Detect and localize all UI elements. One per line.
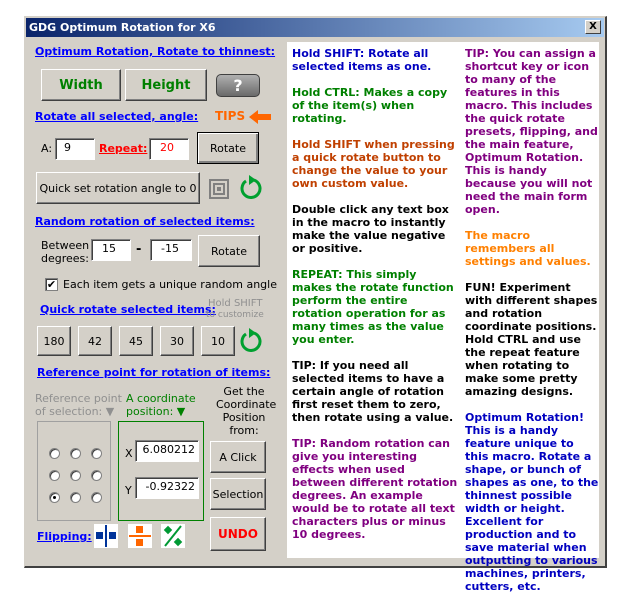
tip-optimum: Optimum Rotation! This is a handy feature unique to this macro. Rotate a shape, or bunch of shapes as one, to the thinnest possible width or height. Excellent for production and to save material when outputting to various machines, printers, cutters, etc.: [465, 411, 599, 593]
quick-rotate-180-button[interactable]: 180: [37, 326, 71, 356]
quick-reset-icon[interactable]: [239, 328, 263, 354]
rotate-all-link[interactable]: Rotate all selected, angle:: [35, 110, 199, 123]
tip-shift-rotate: Hold SHIFT: Rotate all selected items as one.: [292, 47, 432, 73]
get-coordinate-label: Get the Coordinate Position from:: [216, 385, 277, 437]
tip-fun: FUN! Experiment with different shapes and rotation coordinate positions. Hold CTRL and use the repeat feature when rotating to make some pretty amazing designs.: [465, 281, 598, 398]
range-dash: -: [136, 242, 142, 257]
quick-rotate-hint-1: Hold SHIFT: [208, 298, 263, 309]
window-title: GDG Optimum Rotation for X6: [29, 21, 216, 34]
coordinate-box: [118, 421, 204, 521]
reference-frame-icon[interactable]: [209, 179, 229, 199]
quick-rotate-link[interactable]: Quick rotate selected items:: [40, 303, 216, 316]
quick-set-zero-button[interactable]: Quick set rotation angle to 0: [36, 172, 200, 204]
flipping-link[interactable]: Flipping:: [37, 530, 92, 543]
repeat-input[interactable]: 20: [149, 138, 189, 160]
optimum-rotation-link[interactable]: Optimum Rotation, Rotate to thinnest:: [35, 45, 276, 58]
reference-point-grid: [37, 421, 111, 521]
tip-reset-zero: TIP: If you need all selected items to have a certain angle of rotation first reset them to zero, then rotate using a value.: [292, 359, 454, 424]
flip-diagonal-icon[interactable]: [161, 524, 185, 548]
flip-horizontal-icon[interactable]: [94, 524, 118, 548]
ref-bottom-left-radio[interactable]: [49, 492, 60, 503]
rotate-button[interactable]: Rotate: [197, 132, 259, 164]
height-button[interactable]: Height: [125, 69, 207, 101]
random-rotation-link[interactable]: Random rotation of selected items:: [35, 215, 255, 228]
ref-middle-center-radio[interactable]: [70, 470, 81, 481]
ref-middle-left-radio[interactable]: [49, 470, 60, 481]
tips-panel: [287, 42, 599, 593]
tip-random: TIP: Random rotation can give you interesting effects when used between different rotation degrees. An example would be to rotate all text characters plus or minus 10 degrees.: [292, 437, 458, 541]
quick-rotate-hint-2: to customize: [206, 310, 264, 320]
unique-angle-checkbox[interactable]: ✔: [46, 278, 57, 291]
tip-double-click: Double click any text box in the macro to instantly make the value negative or positive.: [292, 203, 449, 255]
quick-rotate-10-button[interactable]: 10: [201, 326, 235, 356]
reference-point-link[interactable]: Reference point for rotation of items:: [37, 366, 271, 379]
triangle-down-icon: ▼: [105, 405, 115, 418]
y-label: Y: [125, 484, 132, 497]
ref-top-right-radio[interactable]: [91, 448, 102, 459]
angle-label: A:: [41, 142, 53, 155]
reset-rotation-icon[interactable]: [239, 175, 263, 201]
undo-button[interactable]: UNDO: [210, 517, 266, 551]
tip-repeat: REPEAT: This simply makes the rotate function perform the entire rotation operation for as many times as the value you enter.: [292, 268, 454, 346]
between-label-2: degrees:: [41, 252, 89, 265]
main-window: [24, 16, 607, 593]
selection-button[interactable]: Selection: [210, 478, 266, 510]
triangle-down-icon: ▼: [176, 405, 186, 418]
tips-indicator: [215, 109, 271, 124]
tip-shift-quick: Hold SHIFT when pressing a quick rotate button to change the value to your own custom value.: [292, 138, 455, 190]
title-bar: [26, 18, 604, 37]
y-coordinate-input[interactable]: -0.92322: [135, 477, 199, 499]
ref-middle-right-radio[interactable]: [91, 470, 102, 481]
quick-rotate-45-button[interactable]: 45: [119, 326, 153, 356]
random-min-input[interactable]: 15: [91, 239, 131, 261]
tip-shortcut: TIP: You can assign a shortcut key or icon to many of the features in this macro. This includes the quick rotate presets, flipping, and the main feature, Optimum Rotation. This is handy because you will not need the main form open.: [465, 47, 598, 216]
coordinate-label-2: position: ▼: [126, 405, 186, 418]
x-coordinate-input[interactable]: 6.080212: [135, 440, 199, 462]
width-button[interactable]: Width: [41, 69, 121, 101]
question-icon: ?: [233, 76, 243, 95]
ref-top-center-radio[interactable]: [70, 448, 81, 459]
tip-remembers: The macro remembers all settings and values.: [465, 229, 591, 268]
random-rotate-button[interactable]: Rotate: [198, 235, 260, 267]
ref-bottom-center-radio[interactable]: [70, 492, 81, 503]
coordinate-label-1: A coordinate: [126, 392, 196, 405]
tips-column-1: [292, 47, 458, 554]
ref-top-left-radio[interactable]: [49, 448, 60, 459]
a-click-button[interactable]: A Click: [210, 441, 266, 473]
unique-angle-label: Each item gets a unique random angle: [63, 278, 277, 291]
close-button[interactable]: X: [585, 20, 601, 34]
between-label-1: Between: [41, 239, 90, 252]
arrow-left-icon: [249, 110, 271, 124]
angle-input[interactable]: 9: [55, 138, 95, 160]
help-button[interactable]: [216, 74, 260, 97]
repeat-label[interactable]: Repeat:: [99, 142, 148, 155]
tips-label: TIPS: [215, 109, 246, 123]
quick-rotate-30-button[interactable]: 30: [160, 326, 194, 356]
ref-bottom-right-radio[interactable]: [91, 492, 102, 503]
random-max-input[interactable]: -15: [150, 239, 192, 261]
selection-ref-label-2: of selection: ▼: [35, 405, 115, 418]
tip-ctrl-copy: Hold CTRL: Makes a copy of the item(s) when rotating.: [292, 86, 448, 125]
tips-column-2: [465, 47, 599, 606]
x-label: X: [125, 447, 133, 460]
quick-rotate-42-button[interactable]: 42: [78, 326, 112, 356]
flip-vertical-icon[interactable]: [128, 524, 152, 548]
selection-ref-label-1: Reference point: [35, 392, 122, 405]
